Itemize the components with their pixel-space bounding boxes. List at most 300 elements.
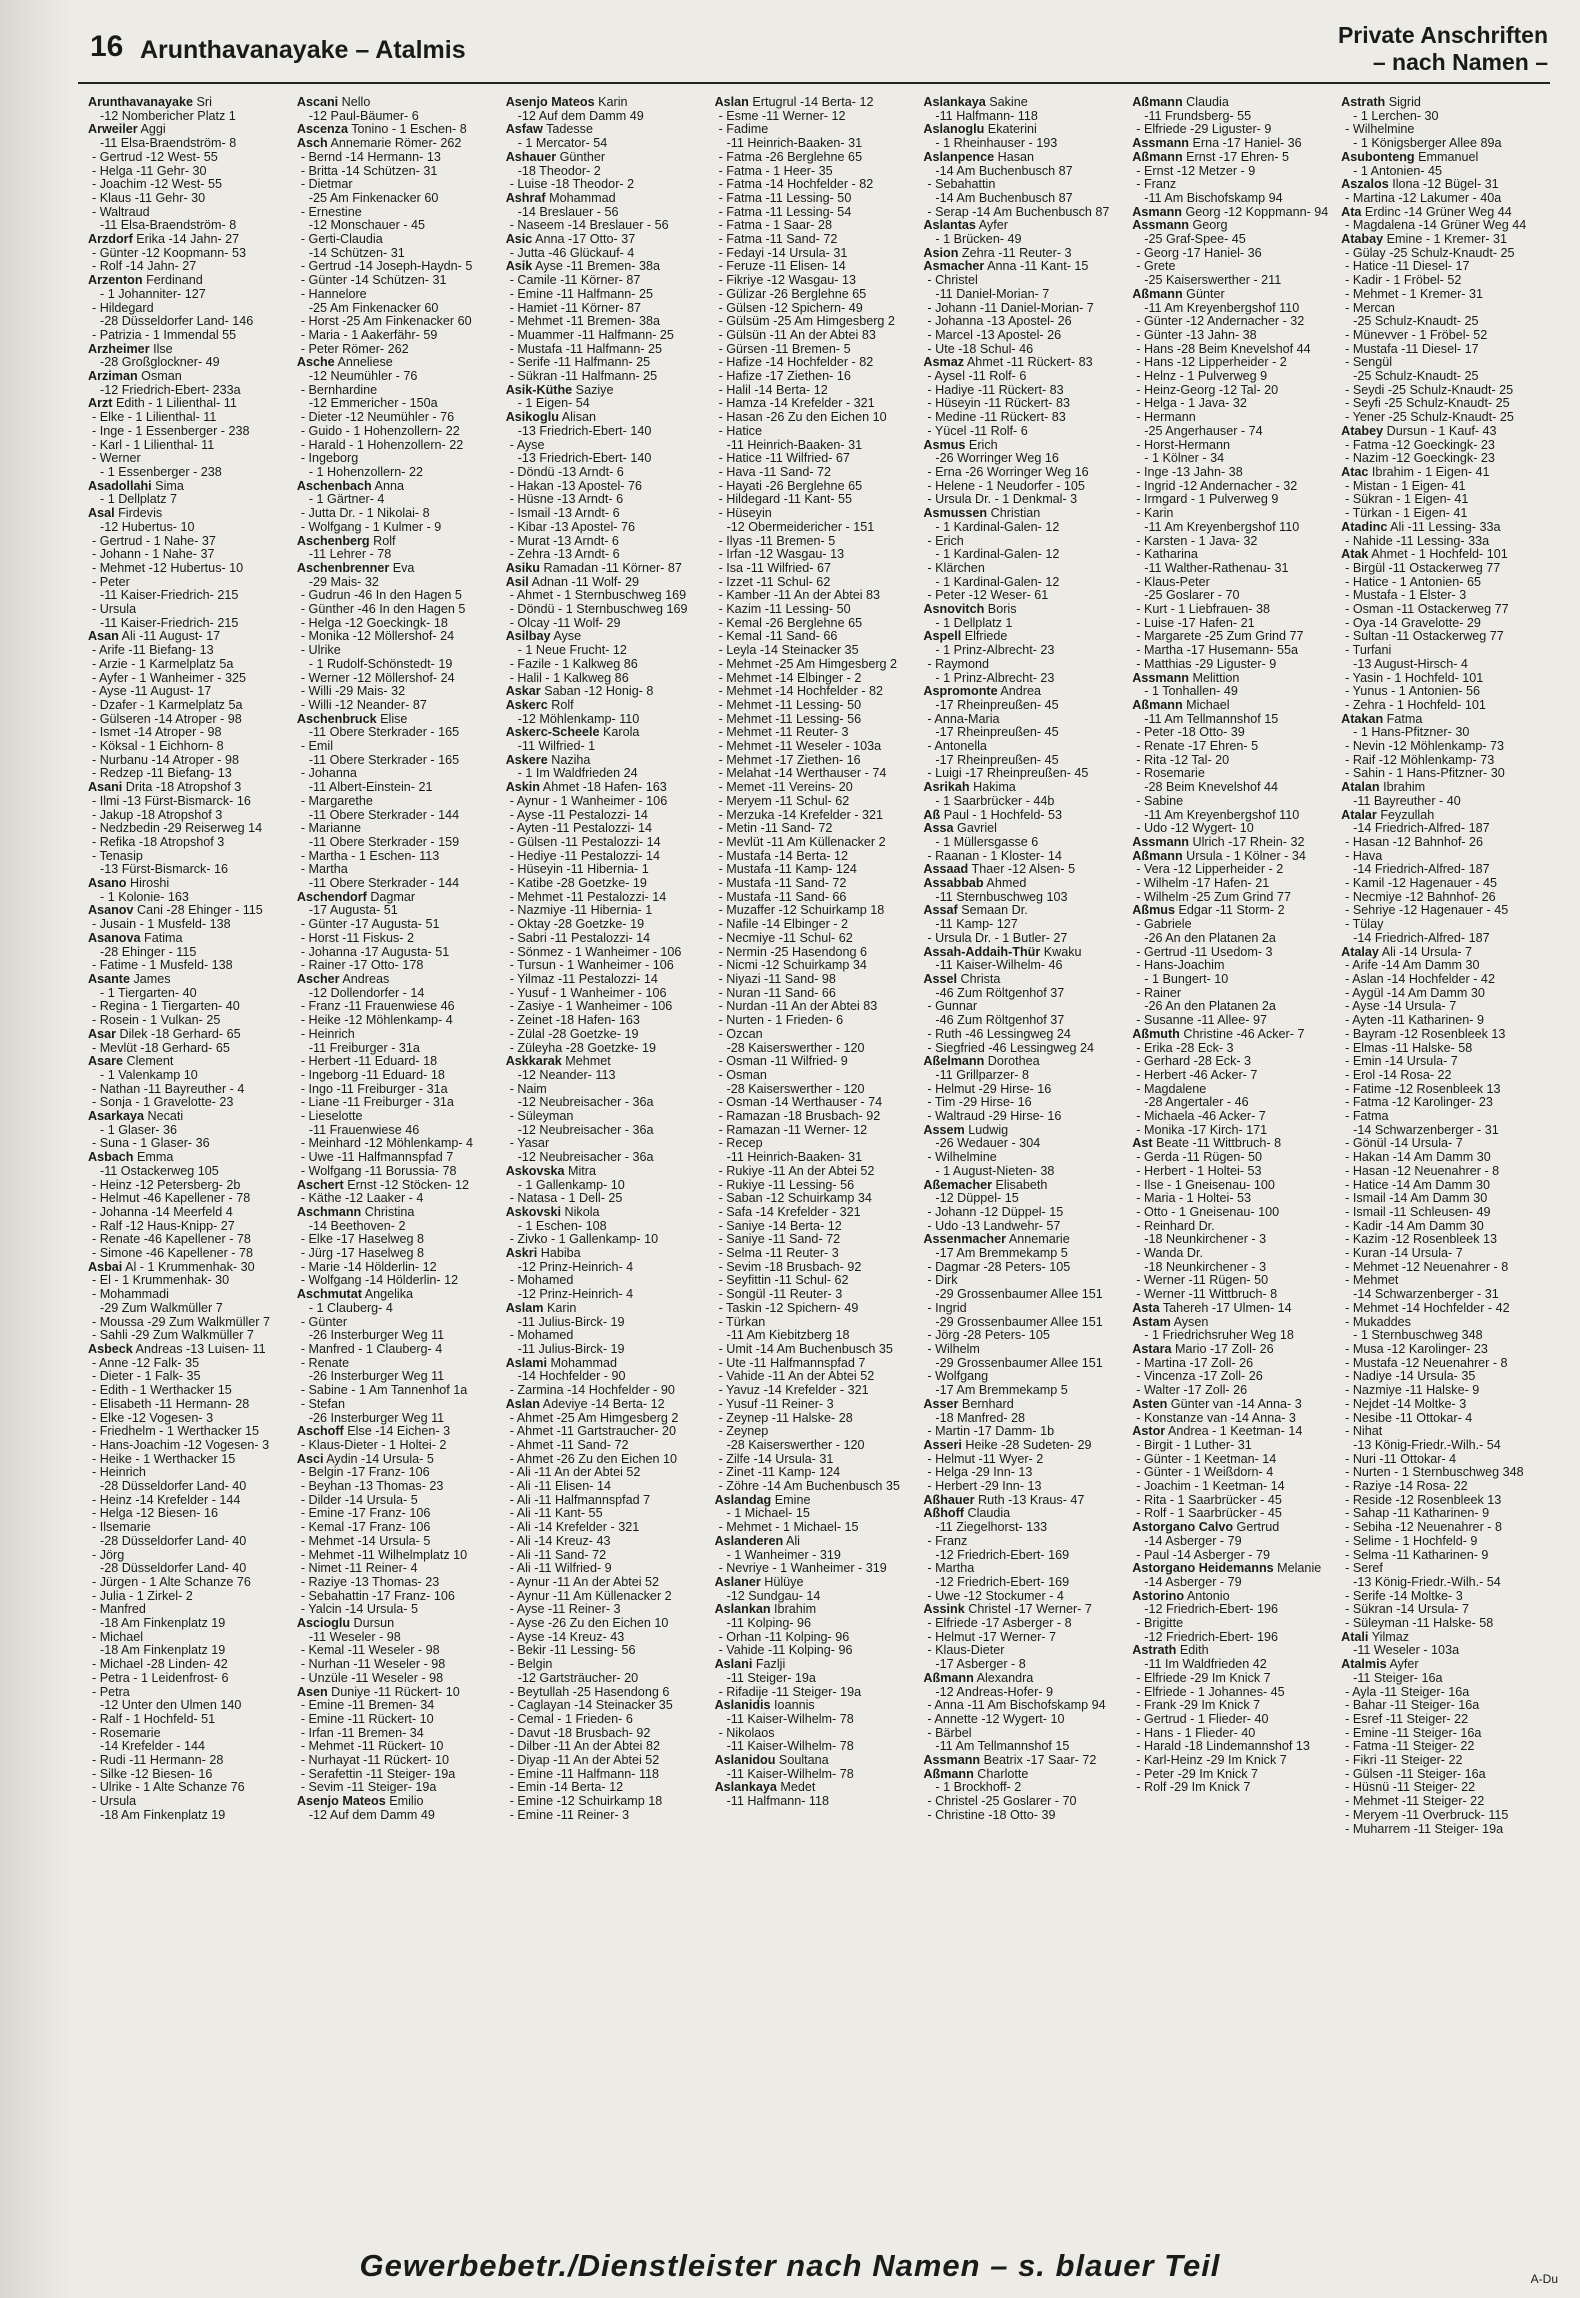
listing-line: - Mevlüt -18 Gerhard- 65: [92, 1041, 230, 1055]
listing-line: - Matthias -29 Liguster- 9: [1136, 657, 1277, 671]
surname: Assaf: [923, 904, 958, 918]
listing-line: -18 Am Finkenplatz 19: [100, 1617, 226, 1631]
surname-entry: [506, 384, 709, 398]
surname: Asche: [296, 356, 335, 370]
listing-line: - Necmiye -11 Schul- 62: [718, 931, 853, 945]
listing-line: - Beyhan -13 Thomas- 23: [300, 1480, 444, 1494]
surname-entry: [506, 151, 709, 165]
listing-line: -12 Prinz-Heinrich- 4: [517, 1260, 634, 1274]
surname: Assa: [923, 822, 954, 836]
surname: Aschoff: [296, 1425, 344, 1439]
listing-line: - Fatma -12 Karolinger- 23: [1345, 1096, 1493, 1110]
listing-line: - Hans-Joachim -12 Vogesen- 3: [92, 1438, 270, 1452]
listing-line: - Patrizia - 1 Immendal 55: [92, 328, 237, 342]
directory-columns: [88, 96, 1550, 2184]
surname-entry: [1341, 96, 1544, 110]
surname-entry: [506, 699, 709, 713]
surname: Asan: [88, 630, 119, 644]
listing-line: - 1 Wanheimer - 319: [726, 1548, 841, 1562]
listing-line: - Ali -11 Sand- 72: [509, 1548, 607, 1562]
listing-line: - Guido - 1 Hohenzollern- 22: [300, 424, 460, 438]
listing-line: - Anna -11 Am Bischofskamp 94: [927, 1699, 1106, 1713]
listing-line: - Muzaffer -12 Schuirkamp 18: [718, 904, 885, 918]
listing-line: - Magdalena -14 Grüner Weg 44: [1345, 219, 1527, 233]
surname: Assenmacher: [923, 1233, 1007, 1247]
listing-line: -29 Grossenbaumer Allee 151: [935, 1315, 1103, 1329]
listing-line: -11 Walther-Rathenau- 31: [1144, 561, 1289, 575]
listing-line: - Martha - 1 Eschen- 113: [300, 849, 440, 863]
surname-entry: [923, 630, 1126, 644]
entry-detail: Ulrich -17 Rhein- 32: [1188, 835, 1305, 849]
listing-line: - Gülsüm -25 Am Himgesberg 2: [718, 315, 895, 329]
entry-detail: Kwaku: [1040, 945, 1082, 959]
listing-line: - Karin: [1136, 507, 1174, 521]
listing-line: - Ursula: [92, 603, 137, 617]
listing-line: -12 Friedrich-Ebert- 169: [935, 1548, 1070, 1562]
surname-entry: [1341, 425, 1544, 439]
surname-entry: [923, 781, 1126, 795]
listing-line: -11 Freiburger - 31a: [308, 1041, 420, 1055]
listing-line: -28 Kaiserswerther - 120: [726, 1082, 865, 1096]
listing-line: -12 Friedrich-Ebert- 196: [1144, 1630, 1278, 1644]
listing-line: - Harald -18 Lindemannshof 13: [1136, 1740, 1310, 1754]
listing-line: - Luise -18 Theodor- 2: [509, 178, 635, 192]
surname-entry: [923, 1179, 1126, 1193]
entry-detail: Erdinc -14 Grüner Weg 44: [1361, 205, 1512, 219]
entry-detail: Sakine: [985, 96, 1028, 109]
listing-line: -18 Neunkirchener - 3: [1144, 1260, 1267, 1274]
listing-line: - Sönmez - 1 Wanheimer - 106: [509, 945, 682, 959]
surname-entry: [923, 247, 1126, 261]
listing-line: -14 Krefelder - 144: [100, 1740, 206, 1754]
surname: Ascioglu: [296, 1617, 351, 1631]
listing-line: - Käthe -12 Laaker - 4: [300, 1192, 424, 1206]
listing-line: - Yasar: [509, 1137, 550, 1151]
listing-line: -11 Frundsberg- 55: [1144, 109, 1252, 123]
listing-line: - Gülizar -26 Berglehne 65: [718, 287, 867, 301]
entry-detail: Ioannis: [770, 1699, 815, 1713]
surname-entry: [923, 603, 1126, 617]
listing-line: - Mehmet -11 Reuter- 3: [718, 726, 849, 740]
listing-line: -14 Asberger - 79: [1144, 1534, 1242, 1548]
listing-line: - Refika -18 Atropshof 3: [92, 835, 225, 849]
surname-entry: [88, 1055, 291, 1069]
listing-line: - Saniye -11 Sand- 72: [718, 1233, 841, 1247]
surname-entry: [1132, 206, 1335, 220]
listing-line: - 1 Im Waldfrieden 24: [517, 767, 638, 781]
listing-line: - Hayati -26 Berglehne 65: [718, 479, 863, 493]
listing-line: - Mehmet -11 Pestalozzi- 14: [509, 890, 667, 904]
listing-line: -14 Hochfelder - 90: [517, 1370, 626, 1384]
listing-line: - Türkan - 1 Eigen- 41: [1345, 507, 1468, 521]
entry-detail: Drita -18 Atropshof 3: [122, 781, 242, 795]
listing-line: - Werner: [92, 452, 141, 466]
listing-line: - Ali -14 Kreuz- 43: [509, 1534, 611, 1548]
surname: Asbeck: [88, 1342, 133, 1356]
entry-detail: Christian: [987, 507, 1041, 521]
listing-line: - 1 Kardinal-Galen- 12: [935, 548, 1060, 562]
surname: Aslani: [714, 1658, 753, 1672]
listing-line: - Hatice -11 Wilfried- 67: [718, 452, 850, 466]
listing-line: - Rosemarie: [92, 1726, 161, 1740]
listing-line: -12 Friedrich-Ebert- 169: [935, 1575, 1070, 1589]
surname: Askerc: [505, 698, 548, 712]
entry-detail: Beatrix -17 Saar- 72: [980, 1754, 1097, 1768]
entry-detail: Osman: [137, 370, 182, 384]
listing-line: -12 Obermeidericher - 151: [726, 520, 875, 534]
listing-line: - Sebiha -12 Neuenahrer - 8: [1345, 1521, 1502, 1535]
listing-line: - Irfan -11 Bremen- 34: [300, 1726, 424, 1740]
surname-entry: [1132, 904, 1335, 918]
listing-line: - Emin -14 Ursula- 7: [1345, 1055, 1458, 1069]
listing-line: - Wolfgang -14 Hölderlin- 12: [300, 1274, 459, 1288]
listing-line: - Herbert - 1 Holtei- 53: [1136, 1164, 1262, 1178]
listing-line: - Aynur -11 Am Küllenacker 2: [509, 1589, 672, 1603]
surname-entry: [297, 973, 500, 987]
listing-line: - Michael: [92, 1630, 144, 1644]
listing-line: - Edith - 1 Werthacker 15: [92, 1384, 232, 1398]
listing-line: - Hans -12 Lipperheider - 2: [1136, 356, 1287, 370]
listing-line: - Petra - 1 Leidenfrost- 6: [92, 1671, 229, 1685]
surname: Asil: [505, 575, 529, 589]
entry-detail: Charlotte: [973, 1767, 1029, 1781]
listing-line: - Julia - 1 Zirkel- 2: [92, 1589, 193, 1603]
listing-line: - Nevriye - 1 Wanheimer - 319: [718, 1562, 887, 1576]
listing-line: -17 Asberger - 8: [935, 1658, 1026, 1672]
listing-line: - Luise -17 Hafen- 21: [1136, 616, 1255, 630]
surname-entry: [297, 1425, 500, 1439]
listing-line: - Erich: [927, 534, 964, 548]
listing-line: - Marie -14 Hölderlin- 12: [300, 1260, 437, 1274]
listing-line: - Marcel -13 Apostel- 26: [927, 328, 1062, 342]
listing-line: - Kuran -14 Ursula- 7: [1345, 1247, 1463, 1261]
listing-line: -46 Zum Röltgenhof 37: [935, 986, 1065, 1000]
listing-line: - Mehmet -12 Neuenahrer - 8: [1345, 1260, 1509, 1274]
listing-line: - Zeynep -11 Halske- 28: [718, 1411, 853, 1425]
listing-line: - 1 Königsberger Allee 89a: [1353, 137, 1502, 151]
listing-line: -11 Heinrich-Baaken- 31: [726, 438, 863, 452]
entry-detail: Ayse: [550, 630, 582, 644]
surname-entry: [923, 123, 1126, 137]
listing-line: - Gabriele: [1136, 918, 1192, 932]
surname: Atalmis: [1341, 1658, 1387, 1672]
surname-entry: [1341, 1631, 1544, 1645]
surname: Asare: [88, 1055, 124, 1069]
listing-line: - Hasan -12 Neuenahrer - 8: [1345, 1164, 1500, 1178]
surname: Atabay: [1341, 233, 1384, 247]
listing-line: -28 Düsseldorfer Land- 40: [100, 1534, 247, 1548]
surname: Askin: [505, 781, 540, 795]
listing-line: - Hakan -13 Apostel- 76: [509, 479, 643, 493]
surname-entry: [1341, 1658, 1544, 1672]
listing-line: -28 Düsseldorfer Land- 146: [100, 315, 254, 329]
listing-line: -11 Am Kreyenbergshof 110: [1144, 520, 1300, 534]
surname: Assel: [923, 973, 958, 986]
listing-line: - Erna -26 Worringer Weg 16: [927, 465, 1089, 479]
listing-line: - Britta -14 Schützen- 31: [300, 164, 438, 178]
surname-entry: [88, 370, 291, 384]
listing-line: - Emil: [300, 740, 334, 754]
listing-line: - Hatice -11 Diesel- 17: [1345, 260, 1470, 274]
surname-entry: [88, 630, 291, 644]
listing-line: - Maria - 1 Aakerfähr- 59: [300, 328, 438, 342]
surname: Askar: [505, 685, 541, 699]
listing-line: -14 Schützen- 31: [308, 246, 405, 260]
entry-detail: Ahmet -11 Rückert- 83: [964, 356, 1093, 370]
listing-line: - Frank -29 Im Knick 7: [1136, 1699, 1261, 1713]
listing-line: -25 Am Finkenacker 60: [308, 191, 439, 205]
listing-line: - Turfani: [1345, 644, 1392, 658]
surname: Aslan: [714, 96, 749, 109]
listing-line: - Raif -12 Möhlenkamp- 73: [1345, 753, 1495, 767]
listing-line: - Helga -12 Goeckingk- 18: [300, 616, 448, 630]
entry-detail: Fatima: [140, 931, 183, 945]
surname-entry: [923, 1439, 1126, 1453]
listing-line: - Klaus-Peter: [1136, 575, 1210, 589]
listing-line: -13 Friedrich-Ebert- 140: [517, 452, 652, 466]
listing-line: -11 Steiger- 19a: [726, 1671, 816, 1685]
listing-line: -26 Insterburger Weg 11: [308, 1411, 445, 1425]
listing-line: -11 Obere Sterkrader - 144: [308, 808, 460, 822]
surname: Askri: [505, 1247, 538, 1261]
entry-detail: Rolf: [369, 534, 396, 548]
listing-line: - Nesibe -11 Ottokar- 4: [1345, 1411, 1473, 1425]
surname: Ascher: [296, 973, 340, 986]
surname: Asbach: [88, 1151, 134, 1165]
listing-line: - 1 Sternbuschweg 348: [1353, 1329, 1483, 1343]
listing-line: - Nurhayat -11 Rückert- 10: [300, 1754, 449, 1768]
directory-column-4: [715, 96, 918, 2184]
entry-detail: Anneliese: [334, 356, 393, 370]
listing-line: - Sehriye -12 Hagenauer - 45: [1345, 904, 1509, 918]
entry-detail: Dagmar: [366, 890, 416, 904]
surname: Aspromonte: [923, 685, 998, 699]
listing-line: - Günter -12 Andernacher - 32: [1136, 315, 1305, 329]
listing-line: - Manfred: [92, 1603, 146, 1617]
listing-line: - Fatma - 1 Saar- 28: [718, 219, 832, 233]
listing-line: - Karl - 1 Lilienthal- 11: [92, 438, 215, 452]
listing-line: - Magdalene: [1136, 1082, 1207, 1096]
entry-detail: Tahereh -17 Ulmen- 14: [1159, 1301, 1292, 1315]
surname-entry: [1132, 1137, 1335, 1151]
listing-line: - Ulrike: [300, 644, 341, 658]
listing-line: - Zehra -13 Arndt- 6: [509, 548, 620, 562]
listing-line: - 1 Lerchen- 30: [1353, 109, 1439, 123]
entry-detail: Andreas: [339, 973, 390, 986]
surname-entry: [506, 96, 709, 110]
listing-line: - Necmiye -12 Bahnhof- 26: [1345, 890, 1496, 904]
listing-line: - Oya -14 Gravelotte- 29: [1345, 616, 1481, 630]
listing-line: -12 Möhlenkamp- 110: [517, 712, 640, 726]
entry-detail: Ruth -13 Kraus- 47: [974, 1493, 1085, 1507]
surname-entry: [297, 1179, 500, 1193]
listing-line: - Fatime -12 Rosenbleek 13: [1345, 1082, 1501, 1096]
listing-line: - Elke -12 Vogesen- 3: [92, 1411, 214, 1425]
surname: Asen: [296, 1685, 328, 1699]
entry-detail: Anna -11 Kant- 15: [984, 260, 1089, 274]
listing-line: - Bärbel: [927, 1726, 972, 1740]
listing-line: - Fatma -11 Lessing- 54: [718, 205, 852, 219]
listing-line: - Bahar -11 Steiger- 16a: [1345, 1699, 1480, 1713]
listing-line: - Emine -11 Bremen- 34: [300, 1699, 435, 1713]
surname-entry: [923, 260, 1126, 274]
surname: Assmann: [1132, 835, 1189, 849]
entry-detail: Heike -28 Sudeten- 29: [961, 1438, 1092, 1452]
listing-line: - Orhan -11 Kolping- 96: [718, 1630, 850, 1644]
surname-entry: [1341, 178, 1544, 192]
listing-line: -12 Unter den Ulmen 140: [100, 1699, 242, 1713]
listing-line: - Sabine: [1136, 794, 1184, 808]
listing-line: - 1 Dellplatz 1: [935, 616, 1013, 630]
listing-line: - Ursula Dr. - 1 Butler- 27: [927, 931, 1068, 945]
listing-line: - Süleyman -11 Halske- 58: [1345, 1617, 1494, 1631]
surname: Aspell: [923, 630, 962, 644]
listing-line: - 1 Tiergarten- 40: [100, 986, 197, 1000]
surname-entry: [506, 233, 709, 247]
entry-detail: Ahmet -18 Hafen- 163: [540, 781, 667, 795]
section-title-line-2: – nach Namen –: [1372, 49, 1548, 75]
listing-line: - Aslan -14 Hochfelder - 42: [1345, 973, 1495, 986]
surname: Atakan: [1341, 712, 1384, 726]
listing-line: - Irmgard - 1 Pulverweg 9: [1136, 493, 1279, 507]
listing-line: - Bayram -12 Rosenbleek 13: [1345, 1027, 1506, 1041]
listing-line: - Emine -11 Steiger- 16a: [1345, 1726, 1482, 1740]
listing-line: - Waltraud -29 Hirse- 16: [927, 1110, 1062, 1124]
entry-detail: Alexandra: [973, 1671, 1034, 1685]
listing-line: - 1 Kardinal-Galen- 12: [935, 520, 1060, 534]
listing-line: - Raziye -14 Rosa- 22: [1345, 1480, 1468, 1494]
listing-line: - Gönül -14 Ursula- 7: [1345, 1137, 1463, 1151]
listing-line: - Meryem -11 Schul- 62: [718, 794, 850, 808]
listing-line: -11 Im Waldfrieden 42: [1144, 1658, 1267, 1672]
listing-line: - Meinhard -12 Möhlenkamp- 4: [300, 1137, 474, 1151]
listing-line: - Sahap -11 Katharinen- 9: [1345, 1507, 1490, 1521]
surname-entry: [715, 1494, 918, 1508]
entry-detail: Ibrahim: [770, 1603, 817, 1617]
entry-detail: Mehmet: [561, 1055, 611, 1069]
listing-line: - Bernhardine: [300, 383, 378, 397]
listing-line: - Helmut -17 Werner- 7: [927, 1630, 1056, 1644]
listing-line: - Rita -12 Tal- 20: [1136, 753, 1230, 767]
surname-entry: [88, 781, 291, 795]
surname: Assaad: [923, 863, 969, 877]
listing-line: -14 Breslauer - 56: [517, 205, 619, 219]
listing-line: - Selime - 1 Hochfeld- 9: [1345, 1534, 1478, 1548]
listing-line: - Ursula: [92, 1795, 137, 1809]
surname: Astorino: [1132, 1589, 1185, 1603]
surname-entry: [1341, 781, 1544, 795]
listing-line: -11 Kaiser-Wilhelm- 78: [726, 1740, 854, 1754]
listing-line: - Antonella: [927, 740, 987, 754]
listing-line: - Esref -11 Steiger- 22: [1345, 1712, 1469, 1726]
listing-line: - Katharina: [1136, 548, 1198, 562]
listing-line: - Mehmet -25 Am Himgesberg 2: [718, 657, 898, 671]
listing-line: - 1 Hans-Pfitzner- 30: [1353, 726, 1470, 740]
surname: Aschmutat: [296, 1288, 362, 1302]
surname: Arzenton: [88, 274, 143, 288]
listing-line: - Ayten -11 Pestalozzi- 14: [509, 822, 653, 836]
surname-entry: [1132, 672, 1335, 686]
surname: Aßmann: [923, 1671, 974, 1685]
listing-line: - Helene - 1 Neudorfer - 105: [927, 479, 1085, 493]
listing-line: - Vahide -11 Kolping- 96: [718, 1644, 853, 1658]
surname: Asrikah: [923, 781, 970, 795]
listing-line: - Wilhelm -25 Zum Grind 77: [1136, 890, 1291, 904]
surname-entry: [88, 343, 291, 357]
entry-detail: Mohammad: [547, 1356, 618, 1370]
surname: Asser: [923, 1397, 959, 1411]
listing-line: - Mehmet -11 Weseler - 103a: [718, 740, 882, 754]
listing-line: - Ali -11 Elisen- 14: [509, 1480, 611, 1494]
listing-line: -12 Friedrich-Ebert- 196: [1144, 1603, 1278, 1617]
listing-line: - Fazile - 1 Kalkweg 86: [509, 657, 638, 671]
listing-line: - Horst -11 Fiskus- 2: [300, 931, 414, 945]
surname-entry: [506, 192, 709, 206]
entry-detail: Eva: [389, 561, 415, 575]
listing-line: - Rolf -14 Jahn- 27: [92, 260, 197, 274]
surname: Arweiler: [88, 123, 138, 137]
listing-line: - Yavuz -14 Krefelder - 321: [718, 1384, 869, 1398]
listing-line: - Izzet -11 Schul- 62: [718, 575, 831, 589]
listing-line: - Meryem -11 Overbruck- 115: [1345, 1808, 1509, 1822]
listing-line: - Uwe -11 Halfmannspfad 7: [300, 1151, 454, 1165]
listing-line: - Helga -29 Inn- 13: [927, 1466, 1033, 1480]
surname: Asanov: [88, 904, 134, 918]
listing-line: - Elke -17 Haselweg 8: [300, 1233, 425, 1247]
entry-detail: Ibrahim - 1 Eigen- 41: [1368, 465, 1490, 479]
listing-line: -17 Rheinpreußen- 45: [935, 726, 1059, 740]
listing-line: - Peter: [92, 575, 130, 589]
surname-entry: [1341, 233, 1544, 247]
surname: Asenjo Mateos: [296, 1795, 386, 1809]
listing-line: -28 Düsseldorfer Land- 40: [100, 1562, 247, 1576]
surname-entry: [88, 1343, 291, 1357]
listing-line: - Kemal -17 Franz- 106: [300, 1521, 431, 1535]
listing-line: - Anne -12 Falk- 35: [92, 1356, 200, 1370]
surname-entry: [88, 480, 291, 494]
listing-line: - Ünzüle -11 Weseler - 98: [300, 1671, 444, 1685]
entry-detail: Ahmet - 1 Hochfeld- 101: [1368, 548, 1508, 562]
listing-line: - Brigitte: [1136, 1617, 1184, 1631]
listing-line: - Nazmiye -11 Halske- 9: [1345, 1384, 1480, 1398]
surname-entry: [1132, 836, 1335, 850]
surname: Astam: [1132, 1315, 1171, 1329]
listing-line: - Johanna -14 Meerfeld 4: [92, 1205, 233, 1219]
surname: Aslanoglu: [923, 123, 985, 137]
entry-detail: Fazlji: [752, 1658, 786, 1672]
listing-line: - Naim: [509, 1082, 547, 1096]
surname-entry: [715, 1576, 918, 1590]
listing-line: - Mehmet -11 Lessing- 50: [718, 698, 862, 712]
listing-line: -25 Angerhauser - 74: [1144, 424, 1263, 438]
entry-detail: Elfriede: [961, 630, 1008, 644]
listing-line: - Nadiye -14 Ursula- 35: [1345, 1370, 1476, 1384]
listing-line: - Hava -11 Sand- 72: [718, 465, 832, 479]
directory-column-3: [506, 96, 709, 2184]
listing-line: - Gertrud - 1 Flieder- 40: [1136, 1712, 1269, 1726]
surname-entry: [715, 1781, 918, 1795]
listing-line: - Nimet -11 Reiner- 4: [300, 1562, 418, 1576]
listing-line: - Gülsen -12 Spichern- 49: [718, 301, 863, 315]
entry-detail: Emilio: [385, 1795, 424, 1809]
surname-entry: [1132, 1590, 1335, 1604]
listing-line: -11 Am Kreyenbergshof 110: [1144, 808, 1300, 822]
listing-line: -28 Kaiserswerther - 120: [726, 1438, 865, 1452]
entry-detail: Christine -46 Acker- 7: [1179, 1027, 1305, 1041]
listing-line: -11 Obere Sterkrader - 144: [308, 877, 460, 891]
listing-line: - Ingrid: [927, 1301, 967, 1315]
listing-line: -25 Schulz-Knaudt- 25: [1353, 315, 1479, 329]
